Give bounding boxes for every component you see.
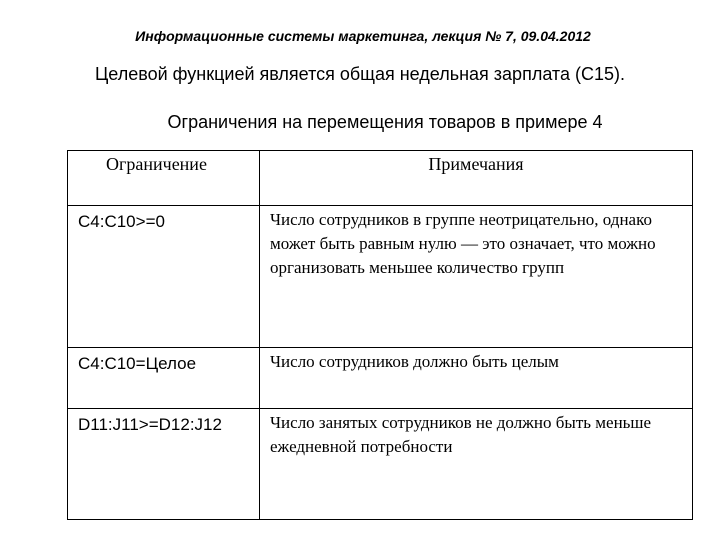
column-header-notes: Примечания bbox=[260, 151, 693, 206]
constraint-cell: C4:C10>=0 bbox=[68, 206, 260, 348]
table-row bbox=[68, 409, 693, 520]
column-header-constraint: Ограничение bbox=[68, 151, 260, 206]
lecture-header: Информационные системы маркетинга, лекция № 7, 09.04.2012 bbox=[135, 28, 591, 44]
table-header-row bbox=[68, 151, 693, 206]
objective-statement: Целевой функцией является общая недельная зарплата (C15). bbox=[94, 64, 625, 84]
note-cell: Число занятых сотрудников не должно быть меньше ежедневной потребности bbox=[260, 409, 693, 520]
table-row bbox=[68, 348, 693, 409]
note-cell: Число сотрудников должно быть целым bbox=[260, 348, 693, 409]
note-cell: Число сотрудников в группе неотрицательно, однако может быть равным нулю — это означает, что можно организовать меньшее количество групп bbox=[260, 206, 693, 348]
table-row bbox=[68, 206, 693, 348]
constraints-table bbox=[67, 150, 693, 520]
constraint-cell: C4:C10=Целое bbox=[68, 348, 260, 409]
table-caption: Ограничения на перемещения товаров в примере 4 bbox=[167, 112, 603, 132]
constraint-cell: D11:J11>=D12:J12 bbox=[68, 409, 260, 520]
